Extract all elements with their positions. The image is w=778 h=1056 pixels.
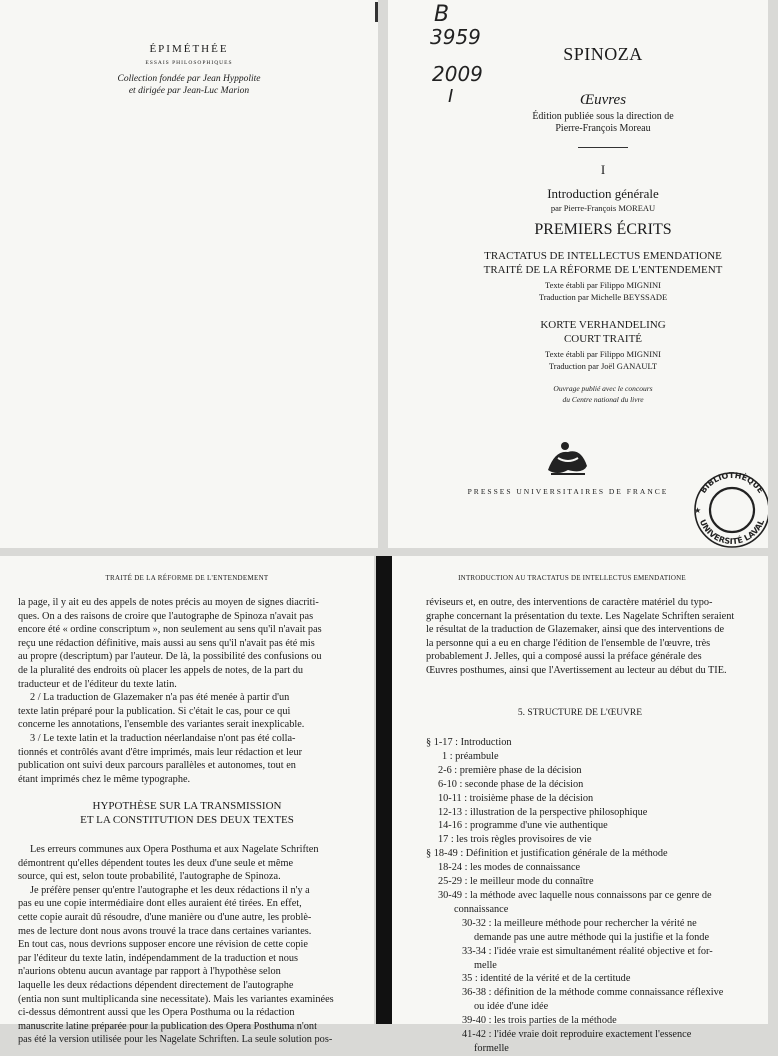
handwritten-call-number-b: B xyxy=(434,2,450,27)
text-line: 10-11 : troisième phase de la décision xyxy=(438,792,594,804)
library-stamp xyxy=(688,466,768,548)
left-paragraphs-2 xyxy=(18,843,354,1047)
handwritten-call-number: 3959 xyxy=(430,25,481,49)
text-line: Œuvres posthumes, ainsi que l'Avertissement au lecteur au début du TIE. xyxy=(426,664,727,676)
text-line: graphe concernant la présentation du texte. Les Nagelate Schriften seraient xyxy=(426,610,735,622)
text-line: source, qui est, selon toute probabilité, l'autographe de Spinoza. xyxy=(18,871,281,883)
stamp-top-text: BIBLIOTHÈQUE xyxy=(698,470,766,495)
text-line: démontrent qu'elles dépendent toutes les deux d'une seule et même xyxy=(18,857,294,869)
running-header-left: TRAITÉ DE LA RÉFORME DE L'ENTENDEMENT xyxy=(105,574,269,582)
intro-author: par Pierre-François MOREAU xyxy=(550,203,656,213)
text-line: 39-40 : les trois parties de la méthode xyxy=(462,1015,617,1027)
text-line: 12-13 : illustration de la perspective philosophique xyxy=(438,806,648,818)
series-subtitle: ESSAIS PHILOSOPHIQUES xyxy=(145,60,233,66)
text-line: réviseurs et, en outre, des interventions de caractère matériel du typo- xyxy=(426,597,713,608)
founded-by: Collection fondée par Jean Hyppolite xyxy=(117,74,261,84)
text-line: la personne qui a eu en charge l'édition de l'ensemble de l'œuvre, très xyxy=(426,637,711,649)
text-line: étant imprimés chez le même typographe. xyxy=(18,773,191,785)
author-name: SPINOZA xyxy=(563,44,643,64)
text-line: le résultat de la traduction de Glazemaker, ainsi que des interventions de xyxy=(426,624,725,636)
text-line: 3 / Le texte latin et la traduction néerlandaise n'ont pas été colla- xyxy=(30,732,296,744)
text-line: 18-24 : les modes de connaissance xyxy=(438,862,581,874)
publisher-name: PRESSES UNIVERSITAIRES DE FRANCE xyxy=(467,487,669,496)
kv-french-title: COURT TRAITÉ xyxy=(563,333,643,345)
section-title: PREMIERS ÉCRITS xyxy=(534,221,672,238)
text-page-right xyxy=(392,556,768,1054)
tie-editor: Texte établi par Filippo MIGNINI xyxy=(544,280,662,290)
text-line: pas été la version utilisée pour les Nagelate Schriften. La seule solution pos- xyxy=(18,1034,333,1046)
kv-dutch-title: KORTE VERHANDELING xyxy=(540,319,666,331)
text-line: traducteur et de l'éditeur du texte latin. xyxy=(18,678,177,690)
title-page xyxy=(388,0,768,548)
support-line-1: Ouvrage publié avec le concours xyxy=(553,384,653,393)
structure-outline xyxy=(426,736,762,1056)
text-line: 14-16 : programme d'une vie authentique xyxy=(438,820,608,832)
text-line: 35 : identité de la vérité et de la certitude xyxy=(462,973,631,985)
text-line: ques. On a des raisons de croire que l'autographe de Spinoza n'avait pas xyxy=(18,610,314,622)
binding-mark xyxy=(375,2,378,22)
text-line: § 18-49 : Définition et justification générale de la méthode xyxy=(426,848,668,860)
text-line: 33-34 : l'idée vraie est simultanément réalité objective et for- xyxy=(462,945,713,957)
section-heading-line-2: ET LA CONSTITUTION DES DEUX TEXTES xyxy=(80,814,294,826)
text-line: texte latin préparé pour la publication. Si c'était le cas, pour ce qui xyxy=(18,705,291,717)
book-spine-shadow xyxy=(376,556,392,1024)
text-line: encore été « ordine conscriptum », non seulement au sens qu'il n'avait pas xyxy=(18,624,322,636)
section-heading-line-1: HYPOTHÈSE SUR LA TRANSMISSION xyxy=(92,800,282,812)
text-line: 25-29 : le meilleur mode du connaître xyxy=(438,876,594,888)
text-line: (entia non sunt multiplicanda sine necessitate). Mais les variantes examinées xyxy=(18,993,334,1005)
text-line: 30-49 : la méthode avec laquelle nous connaissons par ce genre de xyxy=(438,889,712,901)
text-line: reçu une rédaction définitive, mais aussi au sens qu'il n'avait pas été mis xyxy=(18,637,315,649)
text-line: Les erreurs communes aux Opera Posthuma et aux Nagelate Schriften xyxy=(30,844,319,855)
text-line: au propre (descriptum) par l'auteur. De là, la possibilité des confusions ou xyxy=(18,651,322,663)
text-line: probablement J. Jelles, qui a composé aussi la préface générale des xyxy=(426,651,702,663)
text-line: pas eu une copie intermédiaire dont elles auraient été tirées. En effet, xyxy=(18,898,302,910)
text-line: manuscrite latine préparée pour la publication des Opera Posthuma n'ont xyxy=(18,1020,317,1032)
text-line: de la pluralité des endroits où placer les appels de notes, de la part du xyxy=(18,664,304,676)
text-line: par l'éditeur du texte latin, indépendamment de la traduction et nous xyxy=(18,952,299,964)
text-line: 41-42 : l'idée vraie doit reproduire exactement l'essence xyxy=(462,1029,692,1041)
text-line: publication ont suivi deux parcours parallèles et autonomes, tout en xyxy=(18,760,296,772)
text-line: n'aurions obtenu aucun avantage par rapport à l'hypothèse selon xyxy=(18,966,281,978)
stamp-bottom-text: UNIVERSITÉ LAVAL xyxy=(697,518,767,547)
tie-translator: Traduction par Michelle BEYSSADE xyxy=(538,292,668,302)
text-line: 2 / La traduction de Glazemaker n'a pas été menée à partir d'un xyxy=(30,692,290,704)
edition-line-2: Pierre-François Moreau xyxy=(555,123,651,134)
series-name: ÉPIMÉTHÉE xyxy=(149,43,229,55)
edition-line-1: Édition publiée sous la direction de xyxy=(532,111,674,122)
work-title: Œuvres xyxy=(579,92,627,108)
intro-title: Introduction générale xyxy=(547,186,659,201)
right-paragraphs xyxy=(426,596,762,678)
text-line: tionnés et contrôlés avant d'être imprimés, mais leur rédaction et leur xyxy=(18,746,303,758)
text-line: Je préfère penser qu'entre l'autographe et les deux rédactions il n'y a xyxy=(30,884,310,896)
kv-editor: Texte établi par Filippo MIGNINI xyxy=(544,349,662,359)
text-line: 2-6 : première phase de la décision xyxy=(438,764,582,776)
kv-translator: Traduction par Joël GANAULT xyxy=(548,361,658,371)
left-paragraphs-1 xyxy=(18,596,354,786)
svg-text:★: ★ xyxy=(694,506,702,515)
text-line: demande pas une autre méthode qui la justifie et la fonde xyxy=(474,931,710,943)
text-line: 6-10 : seconde phase de la décision xyxy=(438,778,584,790)
tie-french-title: TRAITÉ DE LA RÉFORME DE L'ENTENDEMENT xyxy=(483,264,723,276)
text-line: laquelle les deux rédactions dépendent directement de l'autographe xyxy=(18,979,294,991)
text-line: connaissance xyxy=(454,903,509,915)
text-line: mes de lecture dont nous avons trouvé la trace dans certaines variantes. xyxy=(18,925,312,937)
text-line: 1 : préambule xyxy=(442,750,499,762)
text-line: § 1-17 : Introduction xyxy=(426,737,512,748)
text-line: 36-38 : définition de la méthode comme connaissance réflexive xyxy=(462,987,724,999)
text-line: 30-32 : la meilleure méthode pour rechercher la vérité ne xyxy=(462,917,697,929)
half-title-page xyxy=(0,0,378,548)
support-line-2: du Centre national du livre xyxy=(562,395,644,404)
handwritten-year: 2009 xyxy=(432,62,483,86)
structure-heading: 5. STRUCTURE DE L'ŒUVRE xyxy=(517,708,643,718)
text-line: ci-dessus démontrent aussi que les Opera Posthuma ou la rédaction xyxy=(18,1007,295,1019)
text-line: melle xyxy=(474,959,497,971)
publisher-emblem-icon xyxy=(543,440,593,480)
tie-latin-title: TRACTATUS DE INTELLECTUS EMENDATIONE xyxy=(484,250,722,262)
text-line: cette copie aurait dû résoudre, d'une manière ou d'une autre, les problè- xyxy=(18,911,312,923)
text-line: En tout cas, nous devrions supposer encore une révision de cette copie xyxy=(18,939,308,951)
running-header-right: INTRODUCTION AU TRACTATUS DE INTELLECTUS EMENDATIONE xyxy=(458,574,686,582)
directed-by: et dirigée par Jean-Luc Marion xyxy=(128,86,250,96)
text-line: concerne les annotations, l'ensemble des variantes serait inexplicable. xyxy=(18,719,305,731)
text-line: 17 : les trois règles provisoires de vie xyxy=(438,834,592,846)
volume-number: I xyxy=(600,162,606,177)
handwritten-volume: I xyxy=(448,86,454,107)
text-line: la page, il y ait eu des appels de notes précis au moyen de signes diacriti- xyxy=(18,597,319,608)
text-line: formelle xyxy=(474,1042,509,1054)
text-line: ou idée d'une idée xyxy=(474,1001,549,1013)
text-page-left xyxy=(0,556,374,1046)
title-rule xyxy=(578,147,628,148)
